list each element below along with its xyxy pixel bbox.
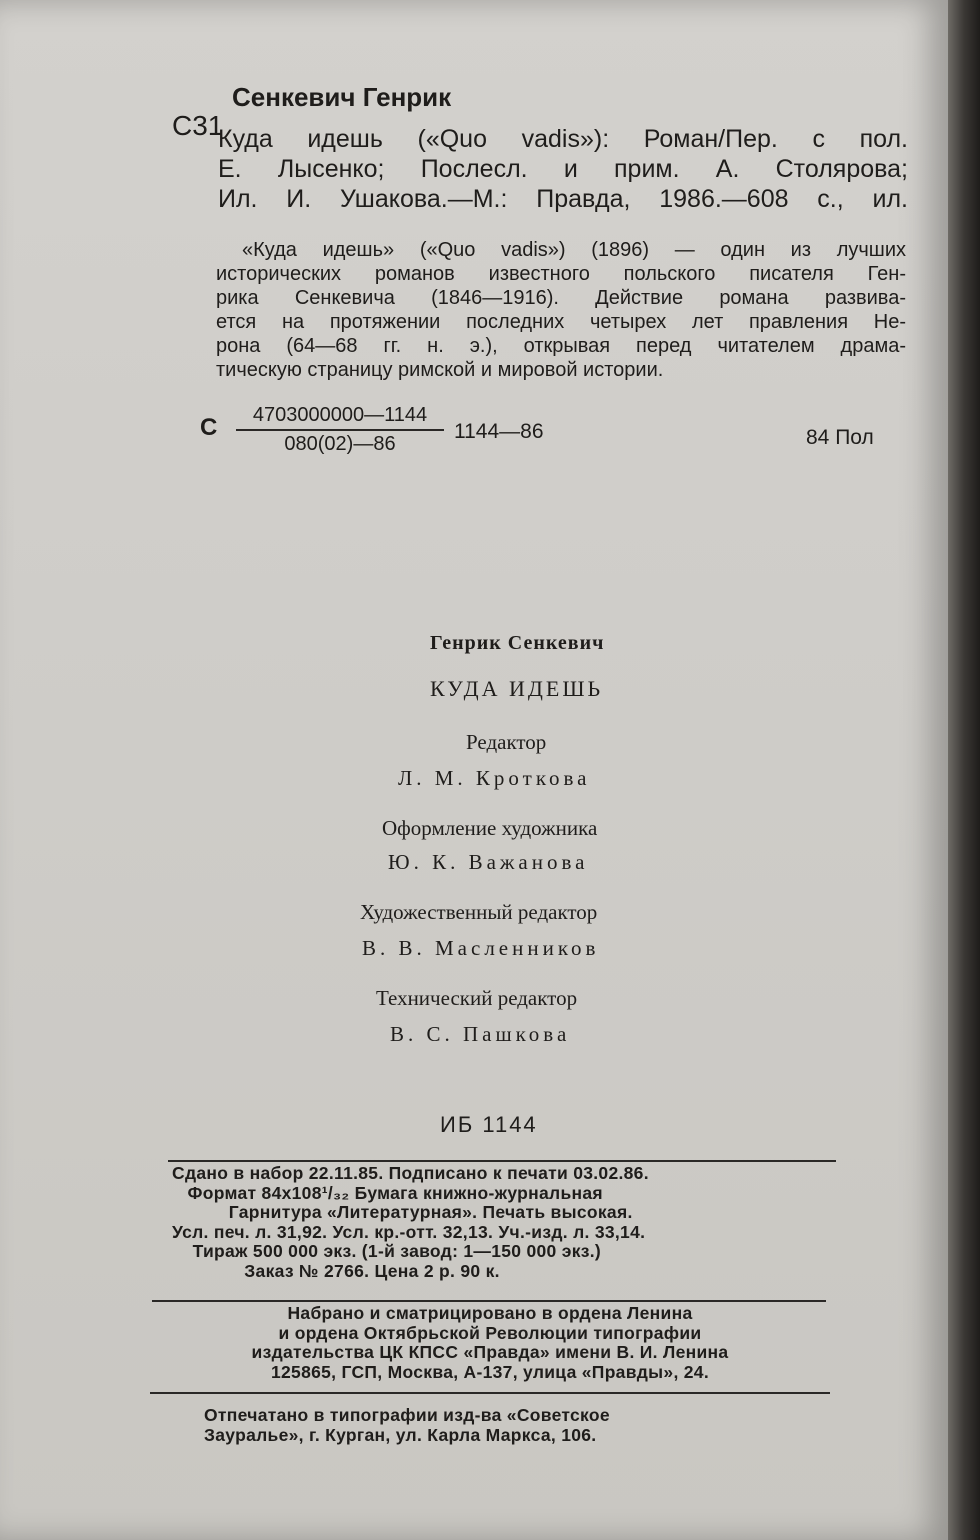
divider (150, 1392, 830, 1394)
typesetting-block (150, 1304, 830, 1382)
imprint-line: Заказ № 2766. Цена 2 р. 90 к. (172, 1260, 500, 1281)
credit-person: Ю. К. Важанова (388, 850, 589, 874)
catalog-code: С31 (172, 110, 224, 141)
book-title: КУДА ИДЕШЬ (430, 676, 604, 701)
annotation (216, 238, 906, 382)
imprint-line: Сдано в набор 22.11.85. Подписано к печати 03.02.86. (172, 1163, 649, 1183)
imprint-line: Формат 84x108¹/₃₂ Бумага книжно-журнальная (172, 1182, 603, 1203)
annotation-line: рона (64—68 гг. н. э.), открывая перед читателем драма- (216, 335, 906, 357)
classification-letter: С (200, 414, 218, 441)
credit-role: Художественный редактор (360, 900, 598, 924)
credit-person: В. С. Пашкова (390, 1022, 571, 1046)
annotation-line: тическую страницу римской и мировой истории. (216, 359, 664, 381)
imprint-line: 125865, ГСП, Москва, А-137, улица «Правды», 24. (270, 1361, 710, 1382)
imprint-line: издательства ЦК КПСС «Правда» имени В. И. Ленина (251, 1342, 729, 1362)
classification-fraction (232, 404, 448, 456)
biblio-line: Е. Лысенко; Послесл. и прим. А. Столярова; (218, 155, 908, 183)
biblio-line: Ил. И. Ушакова.—М.: Правда, 1986.—608 с., ил. (218, 185, 908, 213)
annotation-line: исторических романов известного польского писателя Ген- (216, 263, 906, 285)
credit-role: Редактор (466, 730, 547, 754)
imprint-line: Отпечатано в типографии изд-ва «Советское (204, 1405, 610, 1425)
book-author: Генрик Сенкевич (430, 632, 605, 654)
imprint-block (172, 1164, 649, 1281)
imprint-line: Гарнитура «Литературная». Печать высокая. (172, 1202, 633, 1222)
ib-number: ИБ 1144 (440, 1112, 538, 1137)
bbk-code: 84 Пол (806, 426, 874, 449)
printing-block (204, 1406, 610, 1445)
divider (168, 1160, 836, 1162)
catalog-author: Сенкевич Генрик (232, 82, 452, 112)
credit-role: Оформление художника (382, 816, 598, 840)
divider (152, 1300, 826, 1302)
book-edge (948, 0, 980, 1540)
imprint-line: и ордена Октябрьской Революции типографии (278, 1322, 702, 1343)
imprint-line: Зауралье», г. Курган, ул. Карла Маркса, 106. (204, 1424, 597, 1445)
fraction-numerator: 4703000000—1144 (252, 404, 428, 426)
annotation-line: рика Сенкевича (1846—1916). Действие романа развива- (216, 287, 906, 309)
bibliographic-description (218, 124, 908, 214)
biblio-line: Куда идешь («Quo vadis»): Роман/Пер. с пол. (218, 125, 908, 153)
annotation-line: «Куда идешь» («Quo vadis») (1896) — один из лучших (242, 239, 906, 261)
annotation-line: ется на протяжении последних четырех лет правления Не- (216, 311, 906, 333)
imprint-line: Усл. печ. л. 31,92. Усл. кр.-отт. 32,13. Уч.-изд. л. 33,14. (172, 1221, 646, 1242)
fraction-denominator: 080(02)—86 (284, 433, 396, 455)
imprint-line: Набрано и сматрицировано в ордена Ленина (287, 1303, 693, 1323)
imprint-line: Тираж 500 000 экз. (1-й завод: 1—150 000 экз.) (172, 1241, 602, 1261)
credit-role: Технический редактор (376, 986, 578, 1010)
credit-person: В. В. Масленников (362, 936, 600, 960)
classification-suffix: 1144—86 (454, 420, 544, 443)
credit-person: Л. М. Кроткова (398, 766, 591, 790)
